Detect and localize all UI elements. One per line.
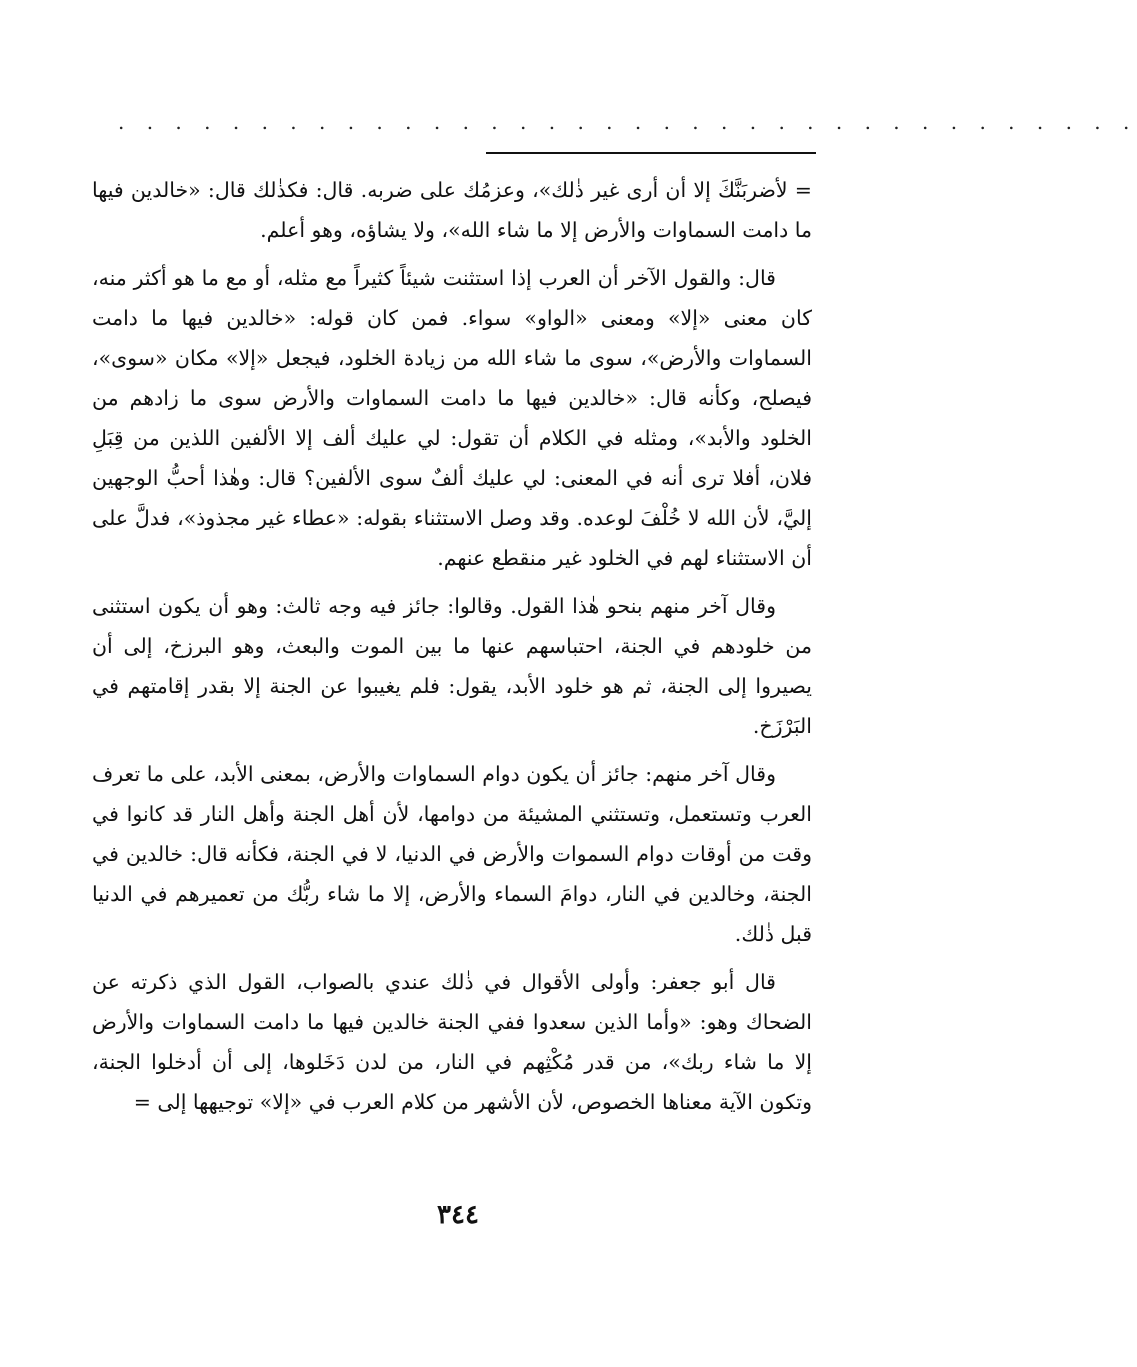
footnote-rule <box>486 152 816 154</box>
dotted-separator: . . . . . . . . . . . . . . . . . . . . . . . . . . . . . . . . . . . . <box>118 110 1137 134</box>
paragraph-5: قال أبو جعفر: وأولى الأقوال في ذٰلك عندي بالصواب، القول الذي ذكرته عن الضحاك وهو: «وأما الذين سعدوا ففي الجنة خالدين فيها ما دامت السماوات والأرض إلا ما شاء ربك»، من قدر مُكْثِهم في النار، من لدن دَخَلوها، إلى أن أدخلوا الجنة، وتكون الآية معناها الخصوص، لأن الأشهر من كلام العرب في «إلا» توجيهها إلى = <box>92 970 812 1114</box>
paragraph-3: وقال آخر منهم بنحو هٰذا القول. وقالوا: جائز فيه وجه ثالث: وهو أن يكون استثنى من خلودهم في الجنة، احتباسهم عنها ما بين الموت والبعث، وهو البرزخ، إلى أن يصيروا إلى الجنة، ثم هو خلود الأبد، يقول: فلم يغيبوا عن الجنة إلا بقدر إقامتهم في البَرْزَخ. <box>92 594 812 738</box>
paragraph-4: وقال آخر منهم: جائز أن يكون دوام السماوات والأرض، بمعنى الأبد، على ما تعرف العرب وتستعمل، وتستثني المشيئة من دوامها، لأن أهل الجنة وأهل النار قد كانوا في وقت من أوقات دوام السموات والأرض في الدنيا، لا في الجنة، فكأنه قال: خالدين في الجنة، وخالدين في النار، دوامَ السماء والأرض، إلا ما شاء ربُّك من تعميرهم في الدنيا قبل ذٰلك. <box>92 762 812 946</box>
footnote-body <box>92 170 812 1122</box>
paragraph-2: قال: والقول الآخر أن العرب إذا استثنت شيئاً كثيراً مع مثله، أو مع ما هو أكثر منه، كان معنى «إلا» ومعنى «الواو» سواء. فمن كان قوله: «خالدين فيها ما دامت السماوات والأرض»، سوى ما شاء الله من زيادة الخلود، فيجعل «إلا» مكان «سوى»، فيصلح، وكأنه قال: «خالدين فيها ما دامت السماوات والأرض سوى ما زادهم من الخلود والأبد»، ومثله في الكلام أن تقول: لي عليك ألف إلا الألفين اللذين من قِبَلِ فلان، أفلا ترى أنه في المعنى: لي عليك ألفٌ سوى الألفين؟ قال: وهٰذا أحبُّ الوجهين إليَّ، لأن الله لا خُلْفَ لوعده. وقد وصل الاستثناء بقوله: «عطاء غير مجذوذ»، فدلَّ على أن الاستثناء لهم في الخلود غير منقطع عنهم. <box>92 266 812 570</box>
paragraph-1: = لأضربَنَّكَ إلا أن أرى غير ذٰلك»، وعزمُك على ضربه. قال: فكذٰلك قال: «خالدين فيها ما دامت السماوات والأرض إلا ما شاء الله»، ولا يشاؤه، وهو أعلم. <box>92 178 812 242</box>
page-number: ٣٤٤ <box>437 1200 479 1230</box>
